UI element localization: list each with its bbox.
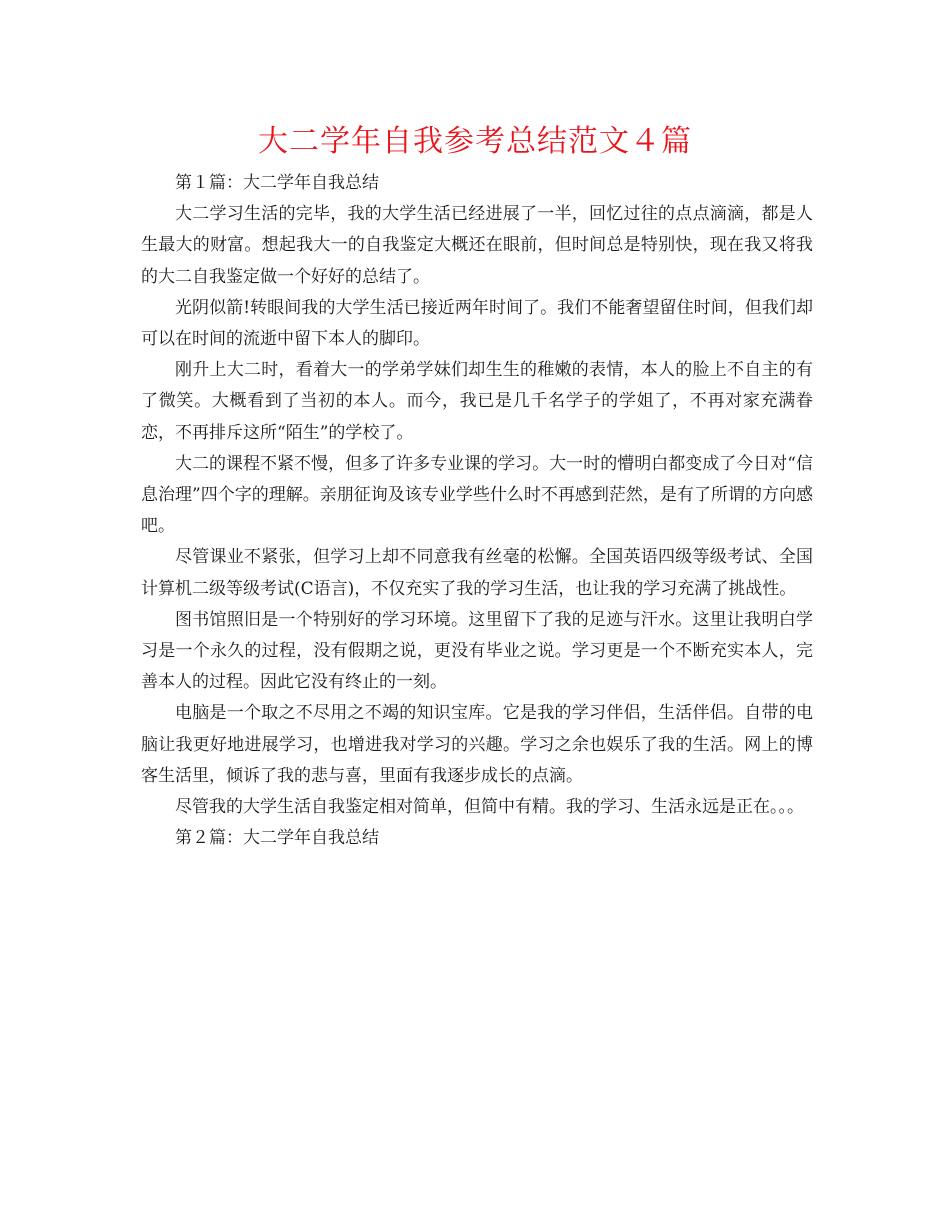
paragraph: 刚升上大二时，看着大一的学弟学妹们却生生的稚嫩的表情，本人的脸上不自主的有了微笑。大概看到了当初的本人。而今，我已是几千名学子的学姐了，不再对家充满眷恋，不再排斥这所“陌生”的学校了。 [141, 360, 813, 443]
paragraph: 尽管我的大学生活自我鉴定相对简单，但简中有精。我的学习、生活永远是正在。。。 [175, 797, 804, 818]
paragraph: 大二学习生活的完毕，我的大学生活已经进展了一半，回忆过往的点点滴滴，都是人生最大的财富。想起我大一的自我鉴定大概还在眼前，但时间总是特别快，现在我又将我的大二自我鉴定做一个好好的总结了。 [141, 204, 813, 287]
document-title: 大二学年自我参考总结范文４篇 [258, 124, 692, 159]
paragraph: 尽管课业不紧张，但学习上却不同意我有丝毫的松懈。全国英语四级等级考试、全国计算机二级等级考试(C语言)，不仅充实了我的学习生活，也让我的学习充满了挑战性。 [141, 547, 813, 599]
paragraph: 光阴似箭!转眼间我的大学生活已接近两年时间了。我们不能奢望留住时间，但我们却可以在时间的流逝中留下本人的脚印。 [141, 297, 813, 350]
paragraph: 图书馆照旧是一个特别好的学习环境。这里留下了我的足迹与汗水。这里让我明白学习是一个永久的过程，没有假期之说，更没有毕业之说。学习更是一个不断充实本人，完善本人的过程。因此它没有终止的一刻。 [141, 609, 813, 693]
section-heading-2: 第２篇：大二学年自我总结 [175, 828, 379, 849]
section-heading-1: 第１篇：大二学年自我总结 [175, 173, 379, 193]
paragraph: 大二的课程不紧不慢，但多了许多专业课的学习。大一时的懵明白都变成了今日对“信息治理”四个字的理解。亲朋征询及该专业学些什么时不再感到茫然，是有了所谓的方向感吧。 [141, 453, 813, 537]
paragraph: 电脑是一个取之不尽用之不竭的知识宝库。它是我的学习伴侣，生活伴侣。自带的电脑让我更好地进展学习，也增进我对学习的兴趣。学习之余也娱乐了我的生活。网上的博客生活里，倾诉了我的悲与喜，里面有我逐步成长的点滴。 [141, 703, 813, 786]
document-body [141, 168, 813, 854]
